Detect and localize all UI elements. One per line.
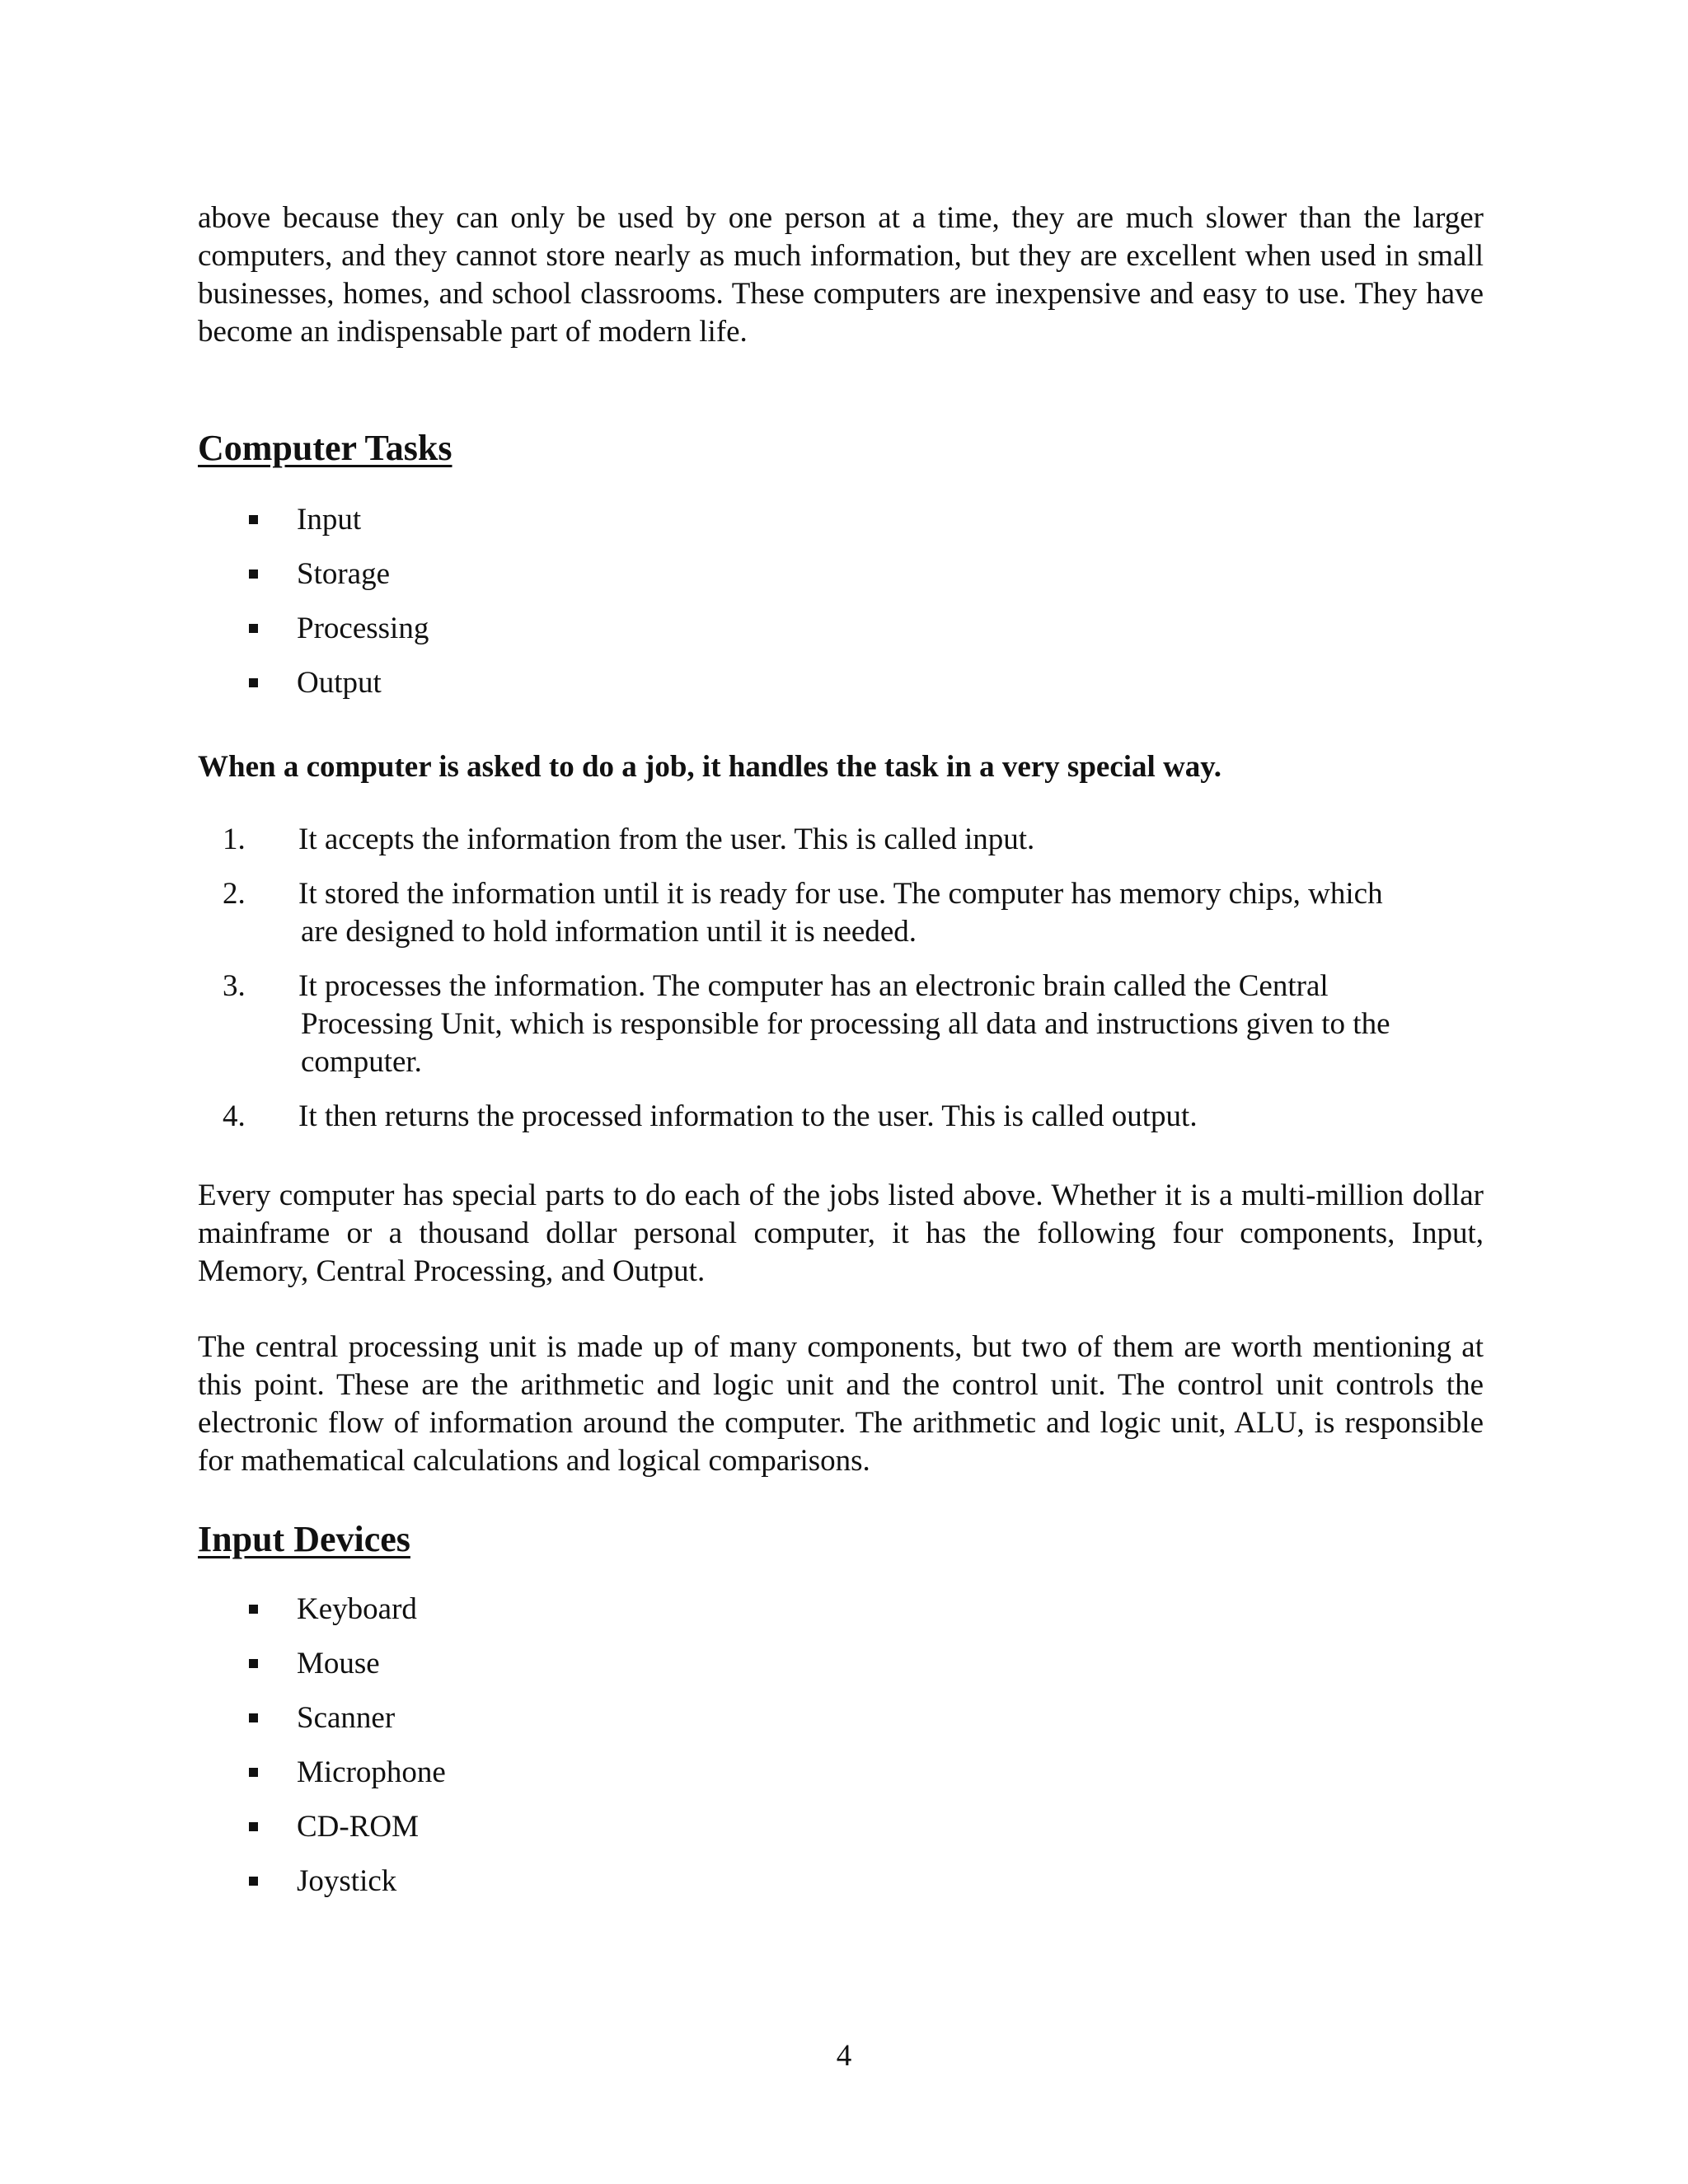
step-number: 2. [223,877,246,911]
list-item: Scanner [198,1699,1484,1754]
list-item: Input [198,501,1484,555]
cpu-paragraph: The central processing unit is made up of many components, but two of them are worth mentioning at this point. These are the arithmetic and logic unit and the control unit. The control unit controls the electronic flow of information around the computer. The arithmetic and logic unit, ALU, is responsible for mathematical calculations and logical comparisons. [198,1330,1484,1478]
square-bullet-icon [249,1768,258,1777]
square-bullet-icon [249,678,258,687]
square-bullet-icon [249,1877,258,1886]
step-number: 3. [223,969,246,1003]
step-item: 2. It stored the information until it is ready for use. The computer has memory chips, which are designed to hold information until it is needed. [223,877,1383,949]
list-item: Joystick [198,1863,1484,1917]
document-body [198,199,1484,1917]
page-number: 4 [836,2039,852,2073]
list-item: Mouse [198,1645,1484,1699]
list-item: Microphone [198,1754,1484,1808]
square-bullet-icon [249,569,258,579]
list-item: Keyboard [198,1591,1484,1645]
computer-tasks-list [198,501,1484,719]
list-item: Storage [198,555,1484,610]
square-bullet-icon [249,1713,258,1722]
square-bullet-icon [249,624,258,633]
step-item: 4. It then returns the processed information to the user. This is called output. [198,1098,1484,1136]
intro-paragraph: above because they can only be used by one person at a time, they are much slower than the larger computers, and they cannot store nearly as much information, but they are excellent when used in small businesses, homes, and school classrooms. These computers are inexpensive and easy to use. They have become an indispensable part of modern life. [198,201,1484,349]
input-devices-heading: Input Devices [198,1519,410,1559]
square-bullet-icon [249,1659,258,1668]
computer-tasks-heading: Computer Tasks [198,428,452,468]
square-bullet-icon [249,1605,258,1614]
step-number: 4. [223,1099,246,1133]
square-bullet-icon [249,515,258,524]
square-bullet-icon [249,1822,258,1831]
step-item: 3. It processes the information. The computer has an electronic brain called the Central Processing Unit, which is responsible for processing all data and instructions given to the computer. [223,969,1390,1079]
every-computer-paragraph: Every computer has special parts to do each of the jobs listed above. Whether it is a multi-million dollar mainframe or a thousand dollar personal computer, it has the following four components, Input, Memory, Central Processing, and Output. [198,1179,1484,1288]
list-item: CD-ROM [198,1808,1484,1863]
step-item: 1. It accepts the information from the user. This is called input. [198,821,1484,859]
steps-list [198,821,1484,1136]
step-number: 1. [223,823,246,856]
input-devices-list [198,1591,1484,1917]
list-item: Processing [198,610,1484,664]
list-item: Output [198,664,1484,719]
job-statement: When a computer is asked to do a job, it handles the task in a very special way. [198,750,1221,784]
